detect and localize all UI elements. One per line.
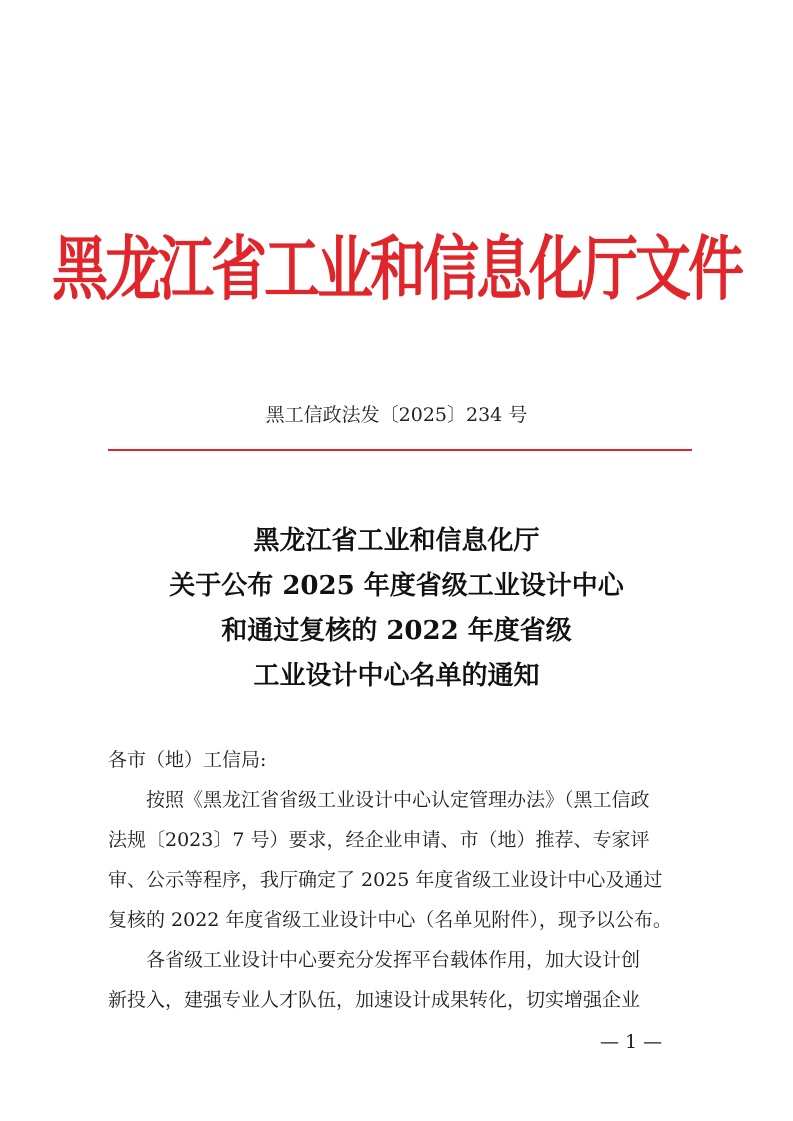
red-divider-line [108,449,692,451]
title-line: 关于公布 2025 年度省级工业设计中心 [169,571,624,601]
title-line: 和通过复核的 2022 年度省级 [221,616,572,646]
page-number: — 1 — [600,1031,663,1053]
notice-title [0,519,793,699]
title-line: 黑龙江省工业和信息化厅 [253,526,540,556]
document-body [108,740,698,1020]
title-line: 工业设计中心名单的通知 [253,661,540,691]
document-number: 黑工信政法发〔2025〕234 号 [265,404,528,426]
paragraph-2-line: 各省级工业设计中心要充分发挥平台载体作用，加大设计创 [146,949,641,971]
paragraph-1-line: 复核的 2022 年度省级工业设计中心（名单见附件），现予以公布。 [108,909,672,931]
paragraph-1-line: 法规〔2023〕7 号）要求，经企业申请、市（地）推荐、专家评 [108,829,650,851]
paragraph-1-line: 审、公示等程序，我厅确定了 2025 年度省级工业设计中心及通过 [108,869,663,891]
paragraph-1-line: 按照《黑龙江省省级工业设计中心认定管理办法》（黑工信政 [146,789,650,811]
salutation: 各市（地）工信局: [108,749,267,771]
masthead-title: 黑龙江省工业和信息化厅文件 [52,229,741,311]
paragraph-2-line: 新投入，建强专业人才队伍，加速设计成果转化，切实增强企业 [108,989,641,1011]
